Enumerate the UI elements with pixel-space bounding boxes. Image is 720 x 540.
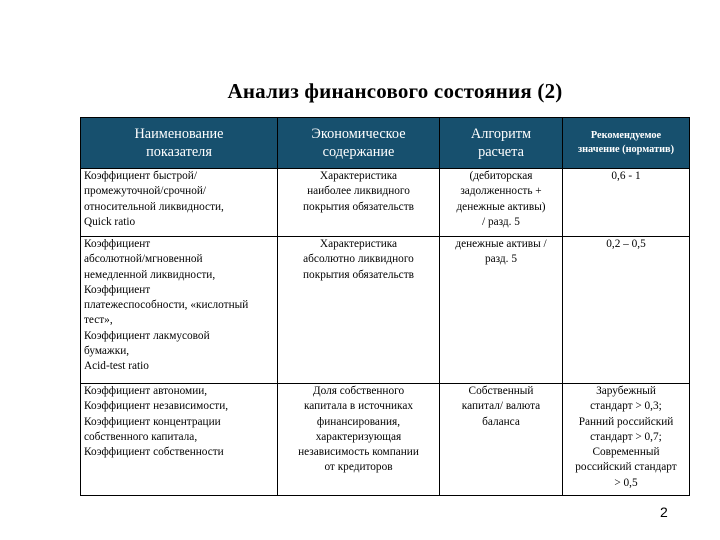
cell-line: стандарт > 0,3; <box>590 400 662 413</box>
header-text: Наименование <box>134 126 224 142</box>
cell-economic-meaning <box>278 384 440 496</box>
header-text: Экономическое <box>311 126 406 142</box>
cell-line: платежеспособности, «кислотный <box>84 299 249 312</box>
cell-line: Ранний российский <box>578 415 674 428</box>
financial-analysis-table <box>80 117 690 496</box>
table-header-row <box>81 118 690 169</box>
cell-line: Acid-test ratio <box>84 360 149 373</box>
cell-line: характеризующая <box>315 430 402 443</box>
table-row <box>81 237 690 384</box>
cell-indicator-name <box>81 237 278 384</box>
header-algorithm <box>440 118 563 169</box>
cell-line: Коэффициент лакмусовой <box>84 329 210 342</box>
cell-line: промежуточной/срочной/ <box>84 185 207 198</box>
cell-indicator-name <box>81 169 278 237</box>
cell-line: 0,6 - 1 <box>611 170 641 182</box>
cell-recommended-value <box>563 237 690 384</box>
cell-line: тест», <box>84 314 113 327</box>
cell-line: капитал/ валюта <box>461 400 541 413</box>
cell-algorithm <box>440 237 563 384</box>
cell-line: Коэффициент <box>84 283 151 296</box>
cell-recommended-value <box>563 169 690 237</box>
cell-recommended-value <box>563 384 690 496</box>
cell-line: собственного капитала, <box>84 430 198 443</box>
cell-line: денежные активы) <box>456 200 546 213</box>
cell-indicator-name <box>81 384 278 496</box>
header-indicator-name <box>81 118 278 169</box>
cell-economic-meaning <box>278 237 440 384</box>
cell-line: Коэффициент быстрой/ <box>84 170 197 182</box>
cell-line: > 0,5 <box>614 476 638 489</box>
page-number: 2 <box>660 504 668 520</box>
cell-line: денежные активы / <box>455 238 547 250</box>
cell-line: / разд. 5 <box>482 215 520 228</box>
header-text: показателя <box>146 144 212 160</box>
cell-line: Собственный <box>468 385 534 397</box>
header-text: значение (норматив) <box>577 144 675 155</box>
cell-line: задолженность + <box>460 185 542 198</box>
cell-line: Коэффициент собственности <box>84 446 224 459</box>
cell-line: баланса <box>482 415 520 428</box>
cell-line: наиболее ликвидного <box>307 185 410 198</box>
cell-algorithm <box>440 384 563 496</box>
cell-line: покрытия обязательств <box>303 200 414 213</box>
cell-line: стандарт > 0,7; <box>590 430 662 443</box>
cell-line: 0,2 – 0,5 <box>606 238 646 250</box>
cell-economic-meaning <box>278 169 440 237</box>
cell-line: абсолютно ликвидного <box>303 253 414 266</box>
table-row <box>81 169 690 237</box>
header-text: расчета <box>478 144 524 160</box>
header-text: содержание <box>322 144 395 160</box>
cell-line: Характеристика <box>319 170 398 182</box>
cell-line: Современный <box>592 446 660 459</box>
cell-line: Коэффициент концентрации <box>84 415 221 428</box>
cell-line: относительной ликвидности, <box>84 200 224 213</box>
cell-line: бумажки, <box>84 345 130 358</box>
cell-line: покрытия обязательств <box>303 268 414 281</box>
slide-title: Анализ финансового состояния (2) <box>227 79 563 103</box>
cell-algorithm <box>440 169 563 237</box>
cell-line: капитала в источниках <box>303 400 414 413</box>
cell-line: финансирования, <box>316 415 401 428</box>
header-economic-meaning <box>278 118 440 169</box>
cell-line: (дебиторская <box>469 170 533 182</box>
header-recommended-value <box>563 118 690 169</box>
header-text: Алгоритм <box>470 126 532 142</box>
cell-line: Quick ratio <box>84 215 136 228</box>
cell-line: Коэффициент независимости, <box>84 400 229 413</box>
cell-line: немедленной ликвидности, <box>84 268 216 281</box>
cell-line: абсолютной/мгновенной <box>84 253 203 266</box>
cell-line: Зарубежный <box>596 385 656 397</box>
cell-line: Характеристика <box>319 238 398 250</box>
cell-line: Коэффициент <box>84 238 151 250</box>
cell-line: Коэффициент автономии, <box>84 385 208 397</box>
header-text: Рекомендуемое <box>590 130 662 141</box>
cell-line: российский стандарт <box>575 461 677 474</box>
cell-line: Доля собственного <box>312 385 405 397</box>
cell-line: от кредиторов <box>324 461 393 474</box>
cell-line: независимость компании <box>298 446 419 459</box>
cell-line: разд. 5 <box>485 253 517 266</box>
table-row <box>81 384 690 496</box>
